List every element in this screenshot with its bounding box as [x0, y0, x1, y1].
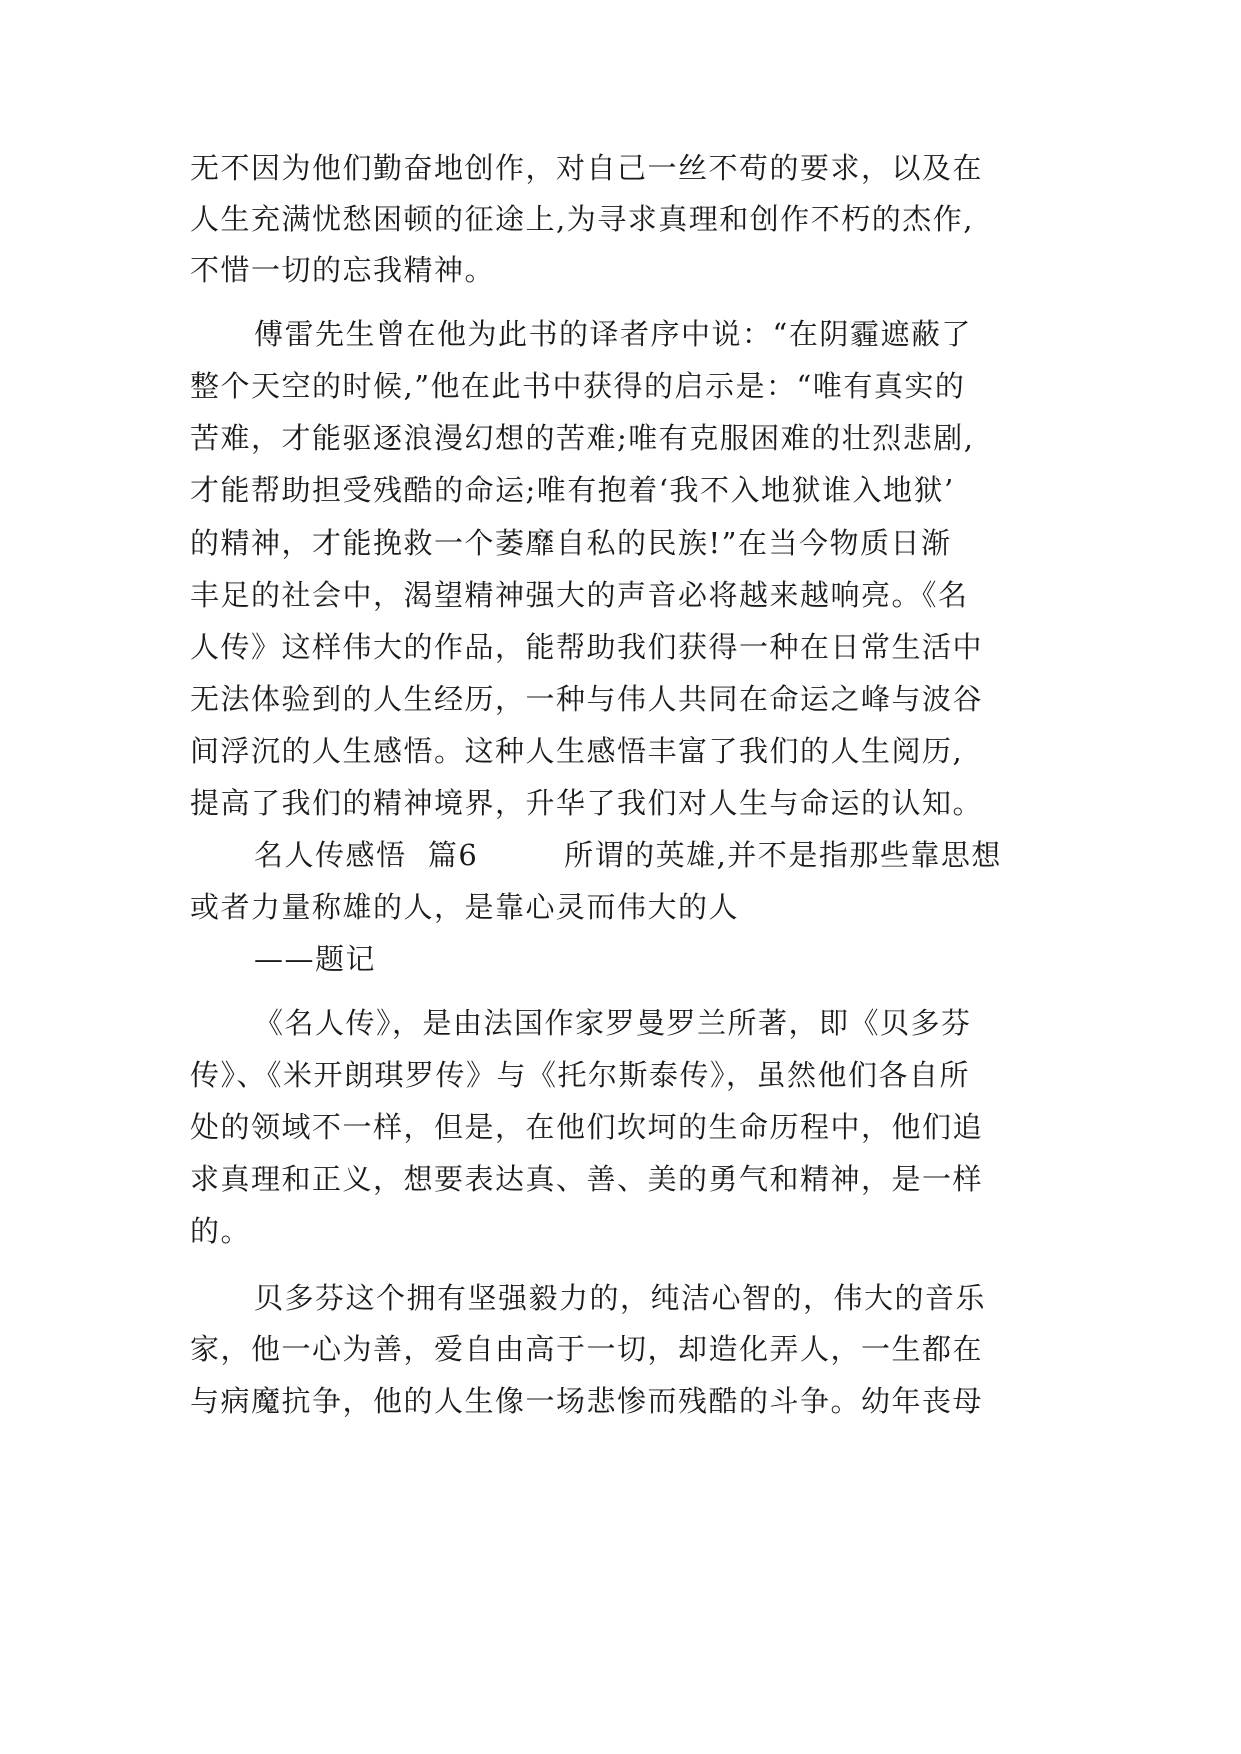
text-line: 整个天空的时候,”他在此书中获得的启示是：“唯有真实的: [190, 369, 966, 403]
text-line: 间浮沉的人生感悟。这种人生感悟丰富了我们的人生阅历,: [190, 734, 964, 768]
text-line: 或者力量称雄的人，是靠心灵而伟大的人: [190, 890, 740, 924]
text-line: 处的领域不一样，但是，在他们坎坷的生命历程中，他们追: [190, 1110, 984, 1144]
text-line: 提高了我们的精神境界，升华了我们对人生与命运的认知。: [190, 786, 984, 820]
text-line: 人传》这样伟大的作品，能帮助我们获得一种在日常生活中: [190, 630, 984, 664]
text-line: 求真理和正义，想要表达真、善、美的勇气和精神，是一样: [190, 1162, 984, 1196]
section-heading-line: 名人传感悟 篇6 所谓的英雄,并不是指那些靠思想: [254, 838, 1002, 872]
text-line: 与病魔抗争，他的人生像一场悲惨而残酷的斗争。幼年丧母: [190, 1384, 984, 1418]
text-line: 的。: [190, 1214, 252, 1248]
text-line: 苦难，才能驱逐浪漫幻想的苦难;唯有克服困难的壮烈悲剧,: [190, 421, 975, 455]
text-line: 的精神，才能挽救一个萎靡自私的民族!”在当今物质日渐: [190, 526, 952, 560]
text-line: 不惜一切的忘我精神。: [190, 253, 496, 287]
text-line: 无不因为他们勤奋地创作，对自己一丝不苟的要求，以及在: [190, 151, 984, 185]
epigraph-attribution: ——题记: [254, 942, 377, 976]
text-line: 才能帮助担受残酷的命运;唯有抱着‘我不入地狱谁入地狱’: [190, 473, 955, 507]
text-line: 家，他一心为善，爱自由高于一切，却造化弄人，一生都在: [190, 1332, 984, 1366]
text-line: 贝多芬这个拥有坚强毅力的，纯洁心智的，伟大的音乐: [254, 1281, 987, 1315]
text-line: 《名人传》，是由法国作家罗曼罗兰所著，即《贝多芬: [254, 1006, 972, 1040]
text-line: 无法体验到的人生经历，一种与伟人共同在命运之峰与波谷: [190, 682, 984, 716]
text-line: 傅雷先生曾在他为此书的译者序中说：“在阴霾遮蔽了: [254, 317, 972, 351]
text-line: 丰足的社会中，渴望精神强大的声音必将越来越响亮。《名: [190, 578, 969, 612]
text-line: 人生充满忧愁困顿的征途上,为寻求真理和创作不朽的杰作,: [190, 202, 974, 236]
text-line: 传》、《米开朗琪罗传》与《托尔斯泰传》，虽然他们各自所: [190, 1058, 971, 1092]
